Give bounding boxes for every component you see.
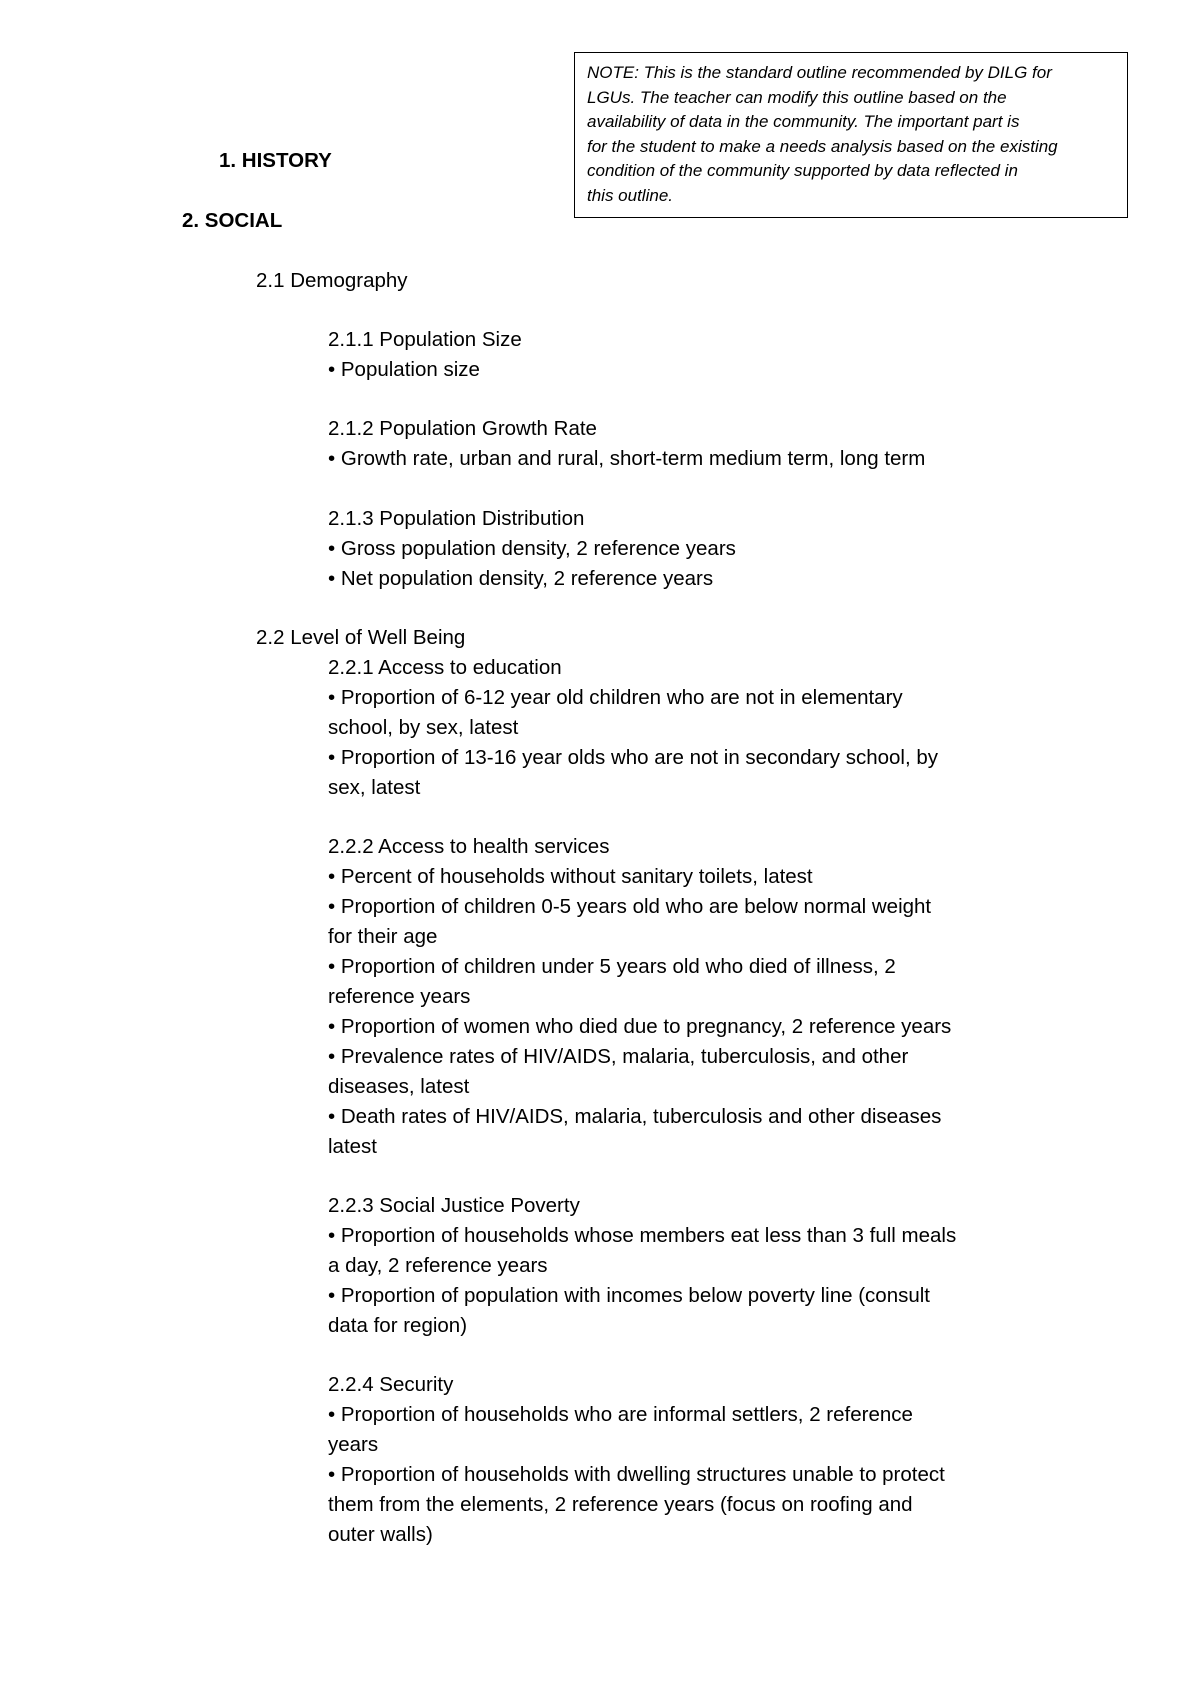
section-demography-title: 2.1 Demography — [256, 269, 408, 292]
text-line: • Proportion of 13-16 year olds who are not in secondary school, by — [328, 746, 938, 769]
text-line: diseases, latest — [328, 1075, 470, 1098]
subsection-population-size-title: 2.1.1 Population Size — [328, 328, 522, 351]
text-line: years — [328, 1433, 379, 1456]
text-line: a day, 2 reference years — [328, 1254, 548, 1277]
text-line: • Proportion of children under 5 years old who died of illness, 2 — [328, 955, 896, 978]
note-line: LGUs. The teacher can modify this outline based on the — [587, 87, 1007, 107]
text-line: • Proportion of 6-12 year old children who are not in elementary — [328, 686, 903, 709]
text-line: data for region) — [328, 1314, 468, 1337]
subsection-education-title: 2.2.1 Access to education — [328, 656, 562, 679]
text-line: reference years — [328, 985, 471, 1008]
text-line: • Proportion of women who died due to pregnancy, 2 reference years — [328, 1015, 952, 1038]
text-line: • Prevalence rates of HIV/AIDS, malaria, tuberculosis, and other — [328, 1045, 909, 1068]
subsection-security-title: 2.2.4 Security — [328, 1373, 454, 1396]
note-line: availability of data in the community. The important part is — [587, 112, 1020, 132]
note-line: for the student to make a needs analysis based on the existing — [587, 136, 1058, 156]
text-line: • Proportion of population with incomes below poverty line (consult — [328, 1284, 930, 1307]
heading-social: 2. SOCIAL — [182, 209, 283, 232]
bullet-item: • Net population density, 2 reference years — [328, 567, 714, 590]
text-line: • Percent of households without sanitary toilets, latest — [328, 865, 813, 888]
subsection-poverty-title: 2.2.3 Social Justice Poverty — [328, 1194, 580, 1217]
text-line: • Proportion of households with dwelling structures unable to protect — [328, 1463, 945, 1486]
text-line: • Proportion of households whose members eat less than 3 full meals — [328, 1224, 957, 1247]
heading-history: 1. HISTORY — [219, 149, 332, 172]
note-line: this outline. — [587, 185, 673, 205]
text-line: latest — [328, 1135, 377, 1158]
text-line: • Death rates of HIV/AIDS, malaria, tuberculosis and other diseases — [328, 1105, 942, 1128]
text-line: • Proportion of households who are informal settlers, 2 reference — [328, 1403, 913, 1426]
text-line: • Proportion of children 0-5 years old who are below normal weight — [328, 895, 932, 918]
bullet-item: • Gross population density, 2 reference years — [328, 537, 736, 560]
bullet-item: • Growth rate, urban and rural, short-term medium term, long term — [328, 447, 926, 470]
bullet-item: • Population size — [328, 358, 480, 381]
note-line: NOTE: This is the standard outline recommended by DILG for — [587, 63, 1052, 82]
subsection-distribution-title: 2.1.3 Population Distribution — [328, 507, 585, 530]
text-line: them from the elements, 2 reference years (focus on roofing and — [328, 1493, 913, 1516]
text-line: for their age — [328, 925, 438, 948]
note-box — [574, 52, 1128, 218]
section-well-being-title: 2.2 Level of Well Being — [256, 626, 466, 649]
note-line: condition of the community supported by data reflected in — [587, 161, 1018, 181]
text-line: sex, latest — [328, 776, 421, 799]
subsection-growth-rate-title: 2.1.2 Population Growth Rate — [328, 417, 597, 440]
text-line: school, by sex, latest — [328, 716, 519, 739]
subsection-health-title: 2.2.2 Access to health services — [328, 835, 610, 858]
text-line: outer walls) — [328, 1523, 433, 1546]
